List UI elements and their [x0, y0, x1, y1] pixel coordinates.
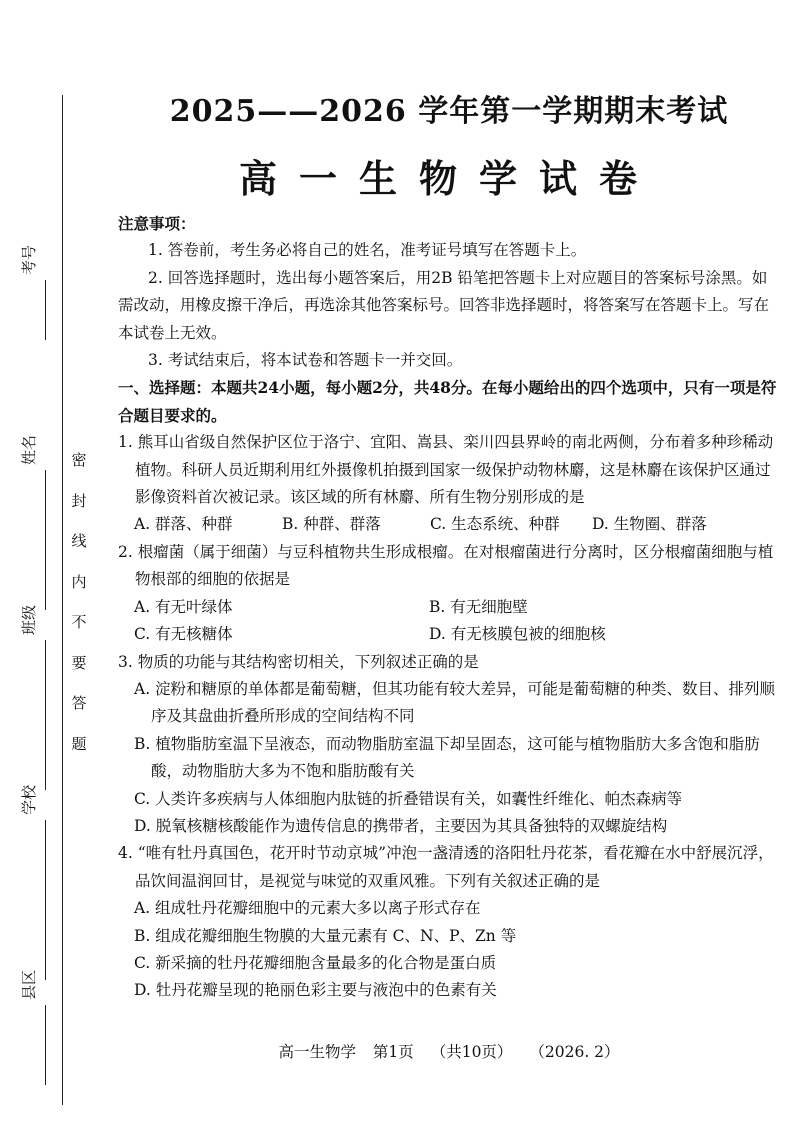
seal-char: 线	[71, 532, 87, 550]
footer-total-pages: （共10页）	[430, 1043, 513, 1061]
option-d: D. 有无核膜包被的细胞核	[429, 625, 606, 644]
name-label: 姓名	[20, 435, 38, 466]
question-1	[118, 429, 780, 539]
page-footer	[118, 1040, 780, 1062]
seal-char: 内	[71, 572, 87, 591]
section-heading: 一、选择题：本题共24小题，每小题2分，共48分。在每小题给出的四个选项中，只有一项是符合题目要求的。	[118, 378, 777, 425]
option-b: B. 有无细胞壁	[429, 597, 528, 616]
question-2	[118, 539, 780, 649]
notice-title: 注意事项：	[118, 214, 196, 233]
option-row	[118, 621, 780, 648]
question-stem: 4. “唯有牡丹真国色，花开时节动京城”冲泡一盏清透的洛阳牡丹花茶，看花瓣在水中舒展沉浮，品饮间温润回甘，是视觉与味觉的双重风雅。下列有关叙述正确的是	[118, 844, 774, 890]
subject-title: 高一生物学试卷	[238, 156, 659, 201]
question-stem: 3. 物质的功能与其结构密切相关，下列叙述正确的是	[118, 652, 479, 671]
option-c: C. 人类许多疾病与人体细胞内肽链的折叠错误有关，如囊性纤维化、帕杰森病等	[134, 789, 683, 808]
exam-body	[118, 210, 780, 1005]
binding-margin	[0, 0, 108, 1132]
seal-char: 不	[71, 613, 87, 631]
seal-char: 题	[71, 734, 87, 753]
question-stem: 1. 熊耳山省级自然保护区位于洛宁、宜阳、嵩县、栾川四县界岭的南北两侧，分布着多种珍稀动植物。科研人员近期利用红外摄像机拍摄到国家一级保护动物林麝，这是林麝在该保护区通过影像资料首次被记录。该区域的所有林麝、所有生物分别形成的是	[118, 433, 774, 507]
exam-number-blank	[45, 280, 46, 340]
option-row	[118, 594, 780, 621]
question-3	[118, 649, 780, 841]
seal-char: 要	[71, 653, 87, 672]
county-label: 县区	[20, 970, 38, 1001]
exam-number-label: 考号	[20, 245, 38, 276]
name-blank	[45, 470, 46, 610]
option-a: A. 群落、种群	[134, 515, 233, 534]
question-4	[118, 840, 780, 1004]
school-label: 学校	[20, 785, 38, 816]
option-a: A. 组成牡丹花瓣细胞中的元素大多以离子形式存在	[134, 899, 481, 918]
class-blank	[45, 640, 46, 790]
option-c: C. 新采摘的牡丹花瓣细胞含量最多的化合物是蛋白质	[134, 953, 497, 972]
option-b: B. 植物脂肪室温下呈液态，而动物脂肪室温下却呈固态，这可能与植物脂肪大多含饱和脂肪酸，动物脂肪大多为不饱和脂肪酸有关	[134, 734, 760, 781]
option-b: B. 组成花瓣细胞生物膜的大量元素有 C、N、P、Zn 等	[134, 926, 517, 945]
seal-char: 封	[71, 491, 87, 510]
seal-char: 密	[71, 451, 87, 469]
option-c: C. 生态系统、种群	[430, 515, 560, 534]
option-c: C. 有无核糖体	[134, 625, 233, 644]
exam-title: 2025——2026 学年第一学期期末考试	[169, 94, 729, 129]
option-a: A. 淀粉和糖原的单体都是葡萄糖，但其功能有较大差异，可能是葡萄糖的种类、数目、排列顺序及其盘曲折叠所形成的空间结构不同	[134, 679, 776, 726]
option-row	[118, 511, 780, 538]
option-b: B. 种群、群落	[282, 515, 381, 534]
school-blank	[45, 820, 46, 980]
footer-date: （2026. 2）	[529, 1043, 620, 1061]
county-blank	[45, 1005, 46, 1085]
option-d: D. 牡丹花瓣呈现的艳丽色彩主要与液泡中的色素有关	[134, 981, 497, 1000]
footer-page-number: 第1页	[372, 1043, 414, 1061]
notice-item: 3. 考试结束后，将本试卷和答题卡一并交回。	[148, 351, 463, 370]
option-d: D. 脱氧核糖核酸能作为遗传信息的携带者，主要因为其具备独特的双螺旋结构	[134, 816, 668, 835]
class-label: 班级	[20, 605, 38, 636]
seal-line	[62, 95, 63, 1105]
seal-char: 答	[71, 694, 87, 712]
option-d: D. 生物圈、群落	[592, 515, 707, 534]
seal-notice	[68, 440, 90, 764]
question-stem: 2. 根瘤菌（属于细菌）与豆科植物共生形成根瘤。在对根瘤菌进行分离时，区分根瘤菌细胞与植物根部的细胞的依据是	[118, 542, 774, 589]
notice-item: 1. 答卷前，考生务必将自己的姓名，准考证号填写在答题卡上。	[148, 241, 587, 260]
notice-item: 2. 回答选择题时，选出每小题答案后，用2B 铅笔把答题卡上对应题目的答案标号涂黑。如需改动，用橡皮擦干净后，再选涂其他答案标号。回答非选择题时，将答案写在答题卡上。写在本试卷上无效。	[118, 268, 770, 342]
option-a: A. 有无叶绿体	[134, 597, 233, 616]
footer-subject: 高一生物学	[278, 1043, 356, 1061]
